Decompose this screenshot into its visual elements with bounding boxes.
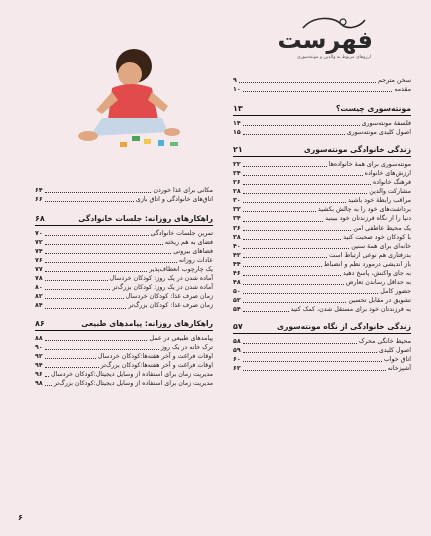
- toc-entry[interactable]: به حداقل رساندن تعارض ۴۸: [233, 278, 411, 286]
- toc-entry[interactable]: مونته‌سوری برای همهٔ خانواده‌ها ۲۲: [233, 161, 411, 169]
- toc-entry[interactable]: بدرفتاری هم نوعی ارتباط است ۴۲: [233, 251, 411, 259]
- page-number: ۶: [18, 513, 23, 522]
- logo: [277, 14, 373, 64]
- toc-section: [233, 322, 411, 373]
- logo-subtitle: ارزوهای مربوط به والدین و مونته‌سوری: [296, 55, 371, 60]
- divider: [233, 156, 411, 157]
- toc-entry[interactable]: فرهنگ خانواده ۲۶: [233, 179, 411, 187]
- toc-entry[interactable]: آشپزخانه ۶۲: [233, 365, 411, 373]
- toc-entry[interactable]: تمرین جلسات خانوادگی ۷۰: [35, 230, 213, 238]
- section-heading[interactable]: راهکارهای روزانه: پیامدهای طبیعی ۸۶: [35, 318, 213, 328]
- child-playing-illustration: [72, 40, 190, 148]
- divider: [35, 225, 213, 226]
- toc-entry[interactable]: مدیریت زمان برای استفاده از وسایل دیجیتال:کودکان بزرگ‌تر ۹۸: [35, 379, 213, 387]
- toc-entry[interactable]: اتاق خواب ۶۰: [233, 356, 411, 364]
- toc-entry[interactable]: اصول کلیدی مونته‌سوری ۱۵: [233, 129, 411, 137]
- toc-entry[interactable]: به فرزندتان خود برای مستقل شدن، کمک کنید ۵۴: [233, 305, 411, 313]
- toc-entry[interactable]: اصول کلیدی ۵۹: [233, 347, 411, 355]
- toc-entry[interactable]: باز اندیشی درمورد نظم و انضباط ۴۴: [233, 260, 411, 268]
- toc-entry[interactable]: مکانی برای غذا خوردن ۶۴: [35, 187, 213, 194]
- toc-entry[interactable]: اوقات فراغت و آخر هفته‌ها:کودکان خردسال ۹۲: [35, 352, 213, 360]
- toc-entry[interactable]: آماده شدن در یک روز: کودکان خردسال ۷۸: [35, 275, 213, 283]
- toc-section: [233, 145, 411, 314]
- toc-entry[interactable]: تشویق در مقابل تحسین ۵۲: [233, 296, 411, 304]
- section-heading[interactable]: مونته‌سوری چیست؟ ۱۳: [233, 104, 411, 114]
- toc-entry[interactable]: پیامدهای طبیعی در عمل ۸۸: [35, 334, 213, 342]
- toc-section: [35, 214, 213, 310]
- toc-entry[interactable]: مدیریت زمان برای استفاده از وسایل دیجیتال:کودکان خردسال ۹۶: [35, 370, 213, 378]
- section-heading[interactable]: زندگی خانوادگی مونته‌سوری ۲۱: [233, 145, 411, 155]
- toc-entry[interactable]: خانه‌ای برای همهٔ سنین ۴۰: [233, 242, 411, 250]
- toc-entry[interactable]: محیط خانگی محرک ۵۸: [233, 337, 411, 345]
- toc-entry[interactable]: زمان صرف غذا: کودکان خردسال ۸۲: [35, 293, 213, 301]
- divider: [233, 333, 411, 334]
- toc-entry[interactable]: مشارکت والدین ۲۸: [233, 188, 411, 196]
- toc-right-column: [233, 76, 411, 381]
- toc-section: [35, 319, 213, 388]
- section-heading[interactable]: زندگی خانوادگی از نگاه مونته‌سوری ۵۷: [233, 321, 411, 331]
- toc-entry[interactable]: زمان صرف غذا: کودکان بزرگ‌تر ۸۴: [35, 302, 213, 310]
- section-heading[interactable]: راهکارهای روزانه: جلسات خانوادگی ۶۸: [35, 214, 213, 224]
- divider: [35, 330, 213, 331]
- toc-left-column: [35, 186, 213, 396]
- toc-entry[interactable]: اتاق‌های خانوادگی و اتاق بازی ۶۶: [35, 196, 213, 204]
- toc-entry[interactable]: ترک خانه در یک روز ۹۰: [35, 343, 213, 351]
- toc-entry[interactable]: حضور کامل ۵۰: [233, 287, 411, 295]
- page-title: فهرست: [277, 26, 373, 54]
- toc-entry[interactable]: یک محیط عاطفی امن ۳۶: [233, 224, 411, 232]
- toc-entry[interactable]: فلسفهٔ مونته‌سوری ۱۴: [233, 120, 411, 128]
- toc-entry[interactable]: عادات روزانه ۷۶: [35, 257, 213, 265]
- toc-entry[interactable]: آماده شدن در یک روز: کودکان بزرگ‌تر ۸۰: [35, 284, 213, 292]
- divider: [233, 115, 411, 116]
- toc-entry[interactable]: مقدمه ۱۰: [233, 86, 411, 94]
- toc-entry[interactable]: به جای واکنش، پاسخ دهید ۴۶: [233, 269, 411, 277]
- toc-entry[interactable]: فضاهای بیرونی ۷۴: [35, 248, 213, 256]
- toc-entry[interactable]: مراقب رابطهٔ خود باشید ۳۰: [233, 197, 411, 205]
- toc-entry[interactable]: دنیا را از نگاه فرزندتان خود ببینید ۳۴: [233, 215, 411, 223]
- toc-entry[interactable]: یک چارچوب انعطاف‌پذیر ۷۷: [35, 266, 213, 274]
- toc-section: [233, 104, 411, 137]
- toc-entry[interactable]: برداشت‌های خود را به چالش بکشید ۳۲: [233, 206, 411, 214]
- toc-entry[interactable]: سخن مترجم ۹: [233, 77, 411, 84]
- toc-entry[interactable]: ارزش‌های خانواده ۲۴: [233, 170, 411, 178]
- toc-entry[interactable]: اوقات فراغت و آخر هفته‌ها:کودکان بزرگ‌تر ۹۴: [35, 361, 213, 369]
- toc-entry[interactable]: با کودکان خود صحبت کنید ۳۸: [233, 233, 411, 241]
- toc-entry[interactable]: فضای به هم ریخته ۷۲: [35, 239, 213, 247]
